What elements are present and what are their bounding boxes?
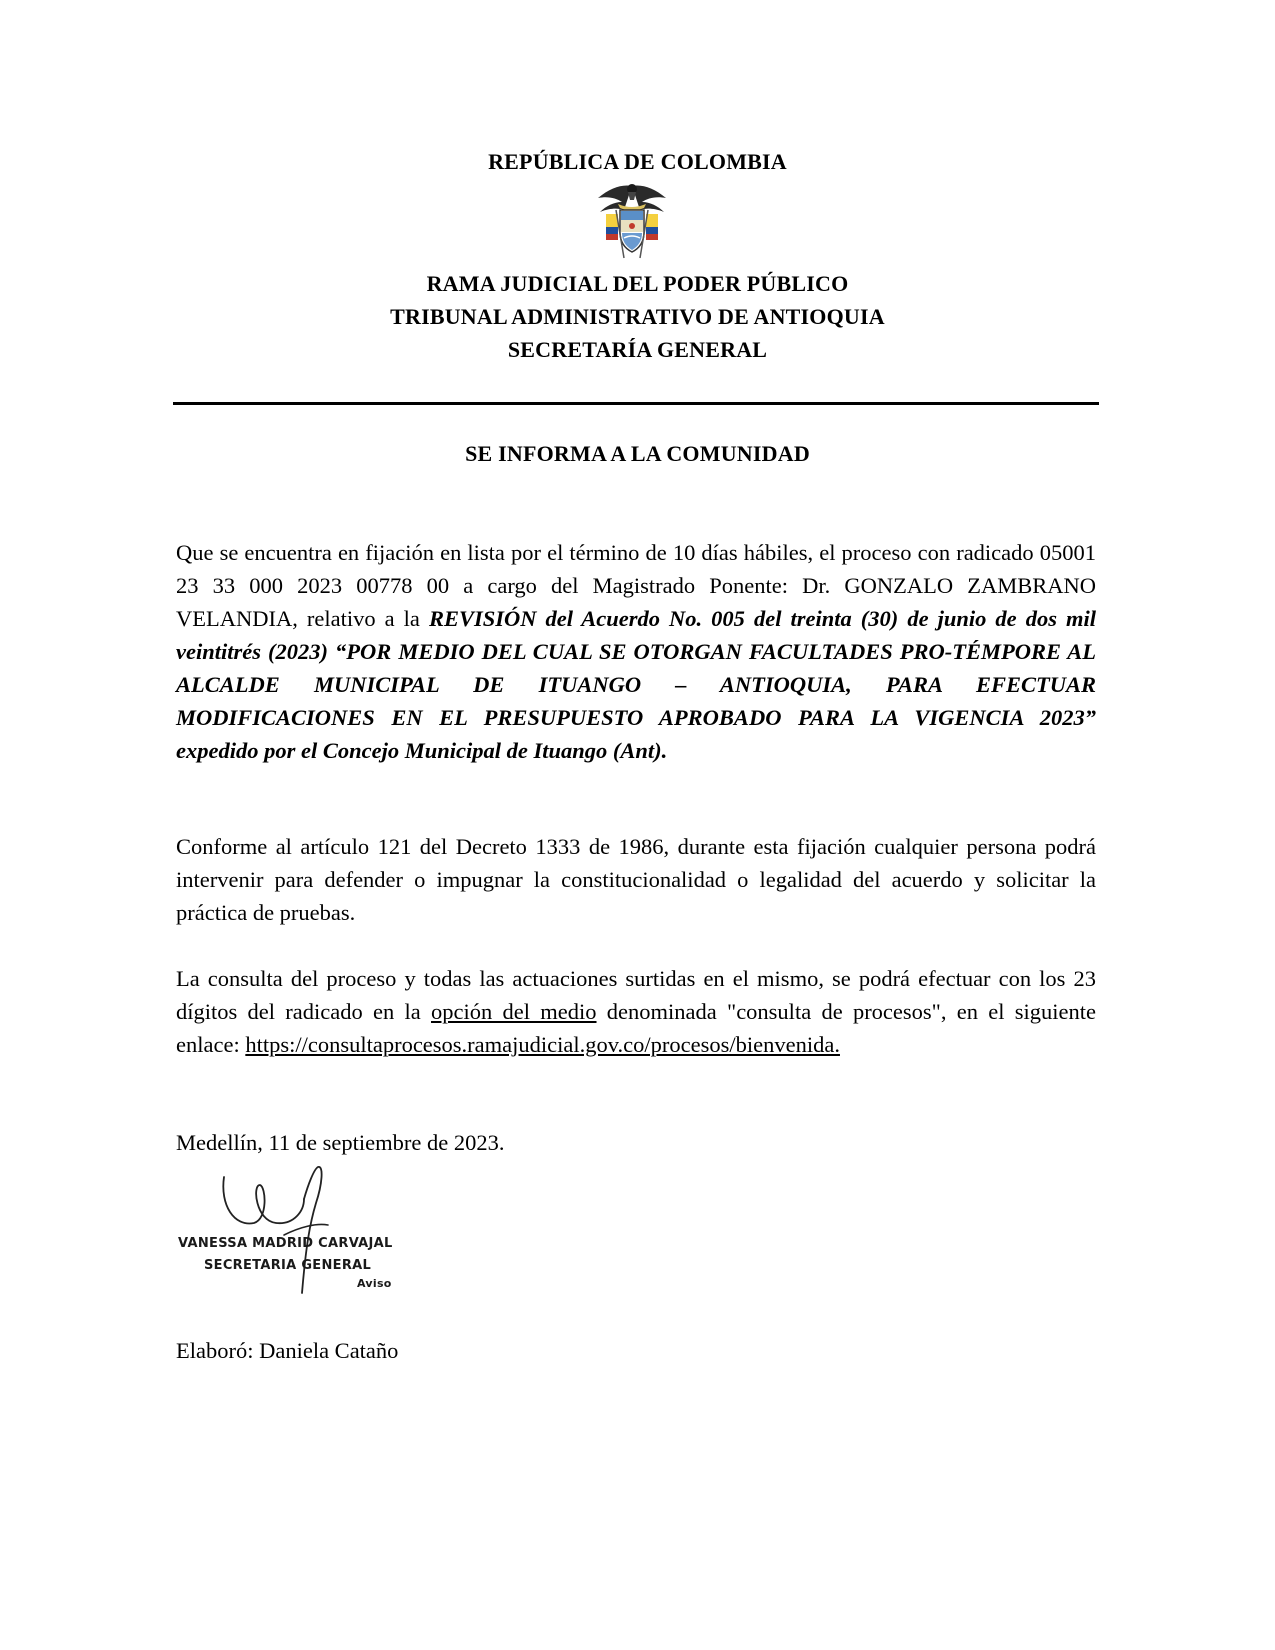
header-divider (173, 402, 1099, 405)
medium-option-link[interactable]: opción del medio (431, 999, 597, 1024)
process-intro-text: Que se encuentra en fijación en lista por el término de 10 días hábiles, el proceso con radicado 05001 23 33 000 2023 00778 00 a cargo del Magistrado Ponente: Dr. GONZALO ZAMBRANO VELANDIA, relativo a la (176, 540, 1096, 631)
consulta-procesos-link[interactable]: https://consultaprocesos.ramajudicial.gov.co/procesos/bienvenida. (245, 1032, 840, 1057)
office-heading: SECRETARÍA GENERAL (507, 337, 768, 362)
signature-note: Aviso (357, 1277, 392, 1290)
signatory-name: VANESSA MADRID CARVAJAL (178, 1236, 393, 1251)
document-date: Medellín, 11 de septiembre de 2023. (176, 1130, 505, 1155)
prepared-by: Elaboró: Daniela Cataño (176, 1338, 399, 1363)
paragraph-consultation (176, 962, 1096, 1061)
consultation-text-1: La consulta del proceso y todas las actuaciones surtidas en el mismo, se podrá efectuar con los 23 dígitos del radicado en la (176, 966, 1096, 1024)
consultation-text-2: denominada "consulta de procesos", en el siguiente enlace: (176, 999, 1096, 1057)
branch-heading: RAMA JUDICIAL DEL PODER PÚBLICO (426, 271, 849, 296)
notice-title: SE INFORMA A LA COMUNIDAD (465, 441, 810, 466)
paragraph-process-info (176, 536, 1096, 767)
colombia-coat-of-arms-icon (592, 180, 672, 262)
process-subject-text: REVISIÓN del Acuerdo No. 005 del treinta (30) de junio de dos mil veintitrés (2023) “POR MEDIO DEL CUAL SE OTORGAN FACULTADES PRO-TÉMPORE AL ALCALDE MUNICIPAL DE ITUANGO – ANTIOQUIA, PARA EFECTUAR MODIFICACIONES EN EL PRESUPUESTO APROBADO PARA LA VIGENCIA 2023” expedido por el Concejo Municipal de Ituango (Ant). (176, 606, 1096, 763)
country-heading: REPÚBLICA DE COLOMBIA (488, 149, 787, 174)
signatory-role: SECRETARIA GENERAL (204, 1258, 372, 1273)
handwritten-signature (220, 1165, 360, 1295)
tribunal-heading: TRIBUNAL ADMINISTRATIVO DE ANTIOQUIA (390, 304, 885, 329)
paragraph-legal-basis: Conforme al artículo 121 del Decreto 1333 de 1986, durante esta fijación cualquier persona podrá intervenir para defender o impugnar la constitucionalidad o legalidad del acuerdo y solicitar la práctica de pruebas. (176, 834, 1096, 925)
